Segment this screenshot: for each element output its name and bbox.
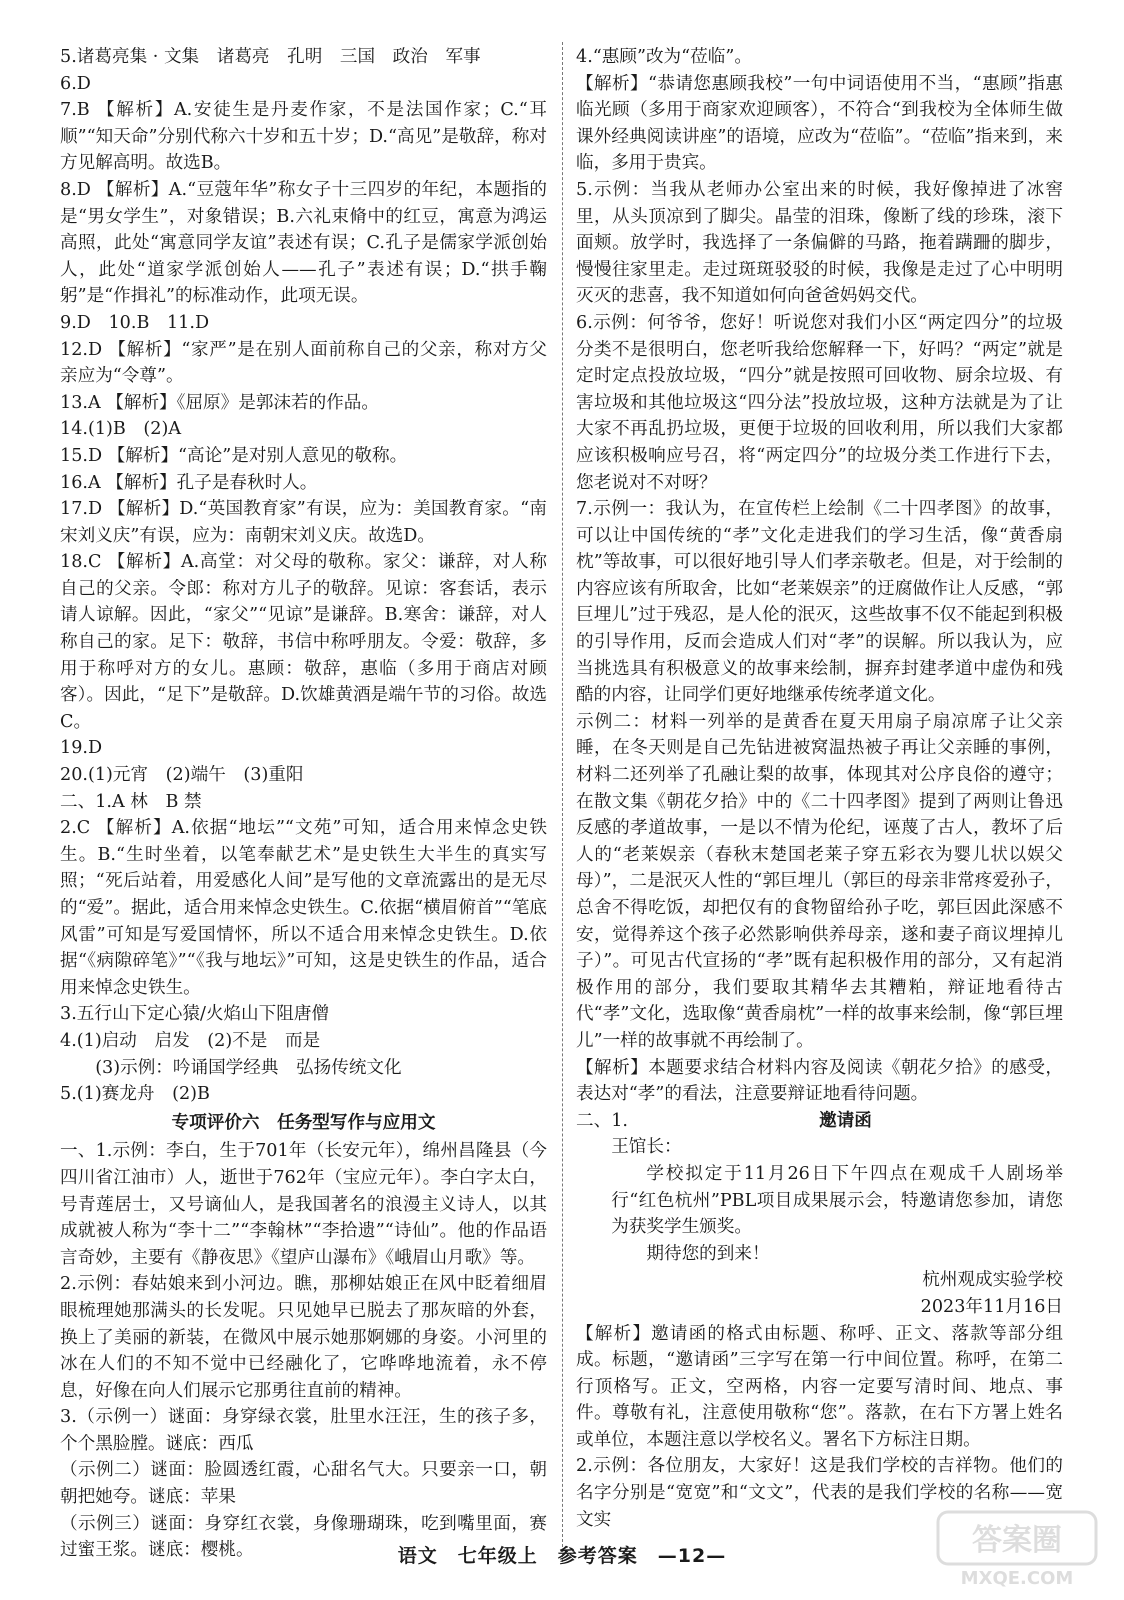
column-divider bbox=[562, 42, 563, 1562]
watermark-logo bbox=[936, 1510, 1098, 1590]
letter-date: 2023年11月16日 bbox=[920, 1296, 1063, 1317]
letter-title: 邀请函 bbox=[819, 1109, 872, 1131]
answer-item: 【解析】邀请函的格式由标题、称呼、正文、落款等部分组成。标题，“邀请函”三字写在第一行中间位置。称呼，在第二行顶格写。正文，空两格，内容一定要写清时间、地点、事件。尊敬有礼，注意使用敬称“您”。落款，在右下方署上姓名或单位，本题注意以学校名义。署名下方标注日期。 bbox=[576, 1323, 1063, 1450]
answer-item: （示例三）谜面：身穿红衣裳，身像珊瑚珠，吃到嘴里面，赛过蜜王浆。谜底：樱桃。 bbox=[60, 1513, 547, 1561]
answer-item: 2.示例：各位朋友，大家好！这是我们学校的吉祥物。他们的名字分别是“宽宽”和“文文”，代表的是我们学校的名称——宽文实 bbox=[576, 1456, 1063, 1530]
answer-item: 5.(1)赛龙舟 (2)B bbox=[60, 1084, 210, 1105]
answer-item: 示例二：材料一列举的是黄香在夏天用扇子扇凉席子让父亲睡，在冬天则是自己先钻进被窝温热被子再让父亲睡的事例，材料二还列举了孔融让梨的故事，体现其对公序良俗的遵守；在散文集《朝花夕拾》中的《二十四孝图》提到了两则让鲁迅反感的孝道故事，一是以不情为伦纪，诬蔑了古人，教坏了后人的“老莱娱亲（春秋末楚国老莱子穿五彩衣为婴儿状以娱父母）”，二是泯灭人性的“郭巨埋儿（郭巨的母亲非常疼爱孙子，总舍不得吃饭，却把仅有的食物留给孙子吃，郭巨因此深感不安，觉得养这个孩子必然影响供养母亲，遂和妻子商议埋掉儿子）”。可见古代宣扬的“孝”既有起积极作用的部分，又有起消极作用的部分，我们要取其精华去其糟粕，辩证地看待古代“孝”文化，选取像“黄香扇枕”一样的故事来绘制，像“郭巨埋儿”一样的故事就不再绘制了。 bbox=[576, 711, 1063, 1051]
answer-item: 3.五行山下定心猿/火焰山下阻唐僧 bbox=[60, 1004, 330, 1025]
letter-body: 学校拟定于11月26日下午四点在观成千人剧场举行“红色杭州”PBL项目成果展示会，特邀请您参加，请您为获奖学生颁奖。 bbox=[611, 1163, 1063, 1238]
letter-heading bbox=[576, 1108, 1063, 1135]
svg-text:答案圈: 答案圈 bbox=[972, 1523, 1062, 1558]
answer-item: 9.D 10.B 11.D bbox=[60, 312, 210, 333]
svg-text:MXQE.COM: MXQE.COM bbox=[960, 1568, 1074, 1589]
answer-item: 15.D 【解析】“高论”是对别人意见的敬称。 bbox=[60, 445, 408, 466]
answer-item: 7.B 【解析】A.安徒生是丹麦作家，不是法国作家；C.“耳顺”“知天命”分别代称六十岁和五十岁；D.“高见”是敬辞，称对方见解高明。故选B。 bbox=[60, 100, 547, 174]
answer-item: 8.D 【解析】A.“豆蔻年华”称女子十三四岁的年纪，本题指的是“男女学生”，对象错误；B.六礼束脩中的红豆，寓意为鸿运高照，此处“寓意同学友谊”表述有误；C.孔子是儒家学派创始人，此处“道家学派创始人——孔子”表述有误；D.“拱手鞠躬”是“作揖礼”的标准动作，此项无误。 bbox=[60, 179, 547, 307]
answer-item: 【解析】本题要求结合材料内容及阅读《朝花夕拾》的感受，表达对“孝”的看法，注意要辩证地看待问题。 bbox=[576, 1057, 1063, 1105]
answer-item: 16.A 【解析】孔子是春秋时人。 bbox=[60, 472, 318, 493]
answer-item: 5.示例：当我从老师办公室出来的时候，我好像掉进了冰窖里，从头顶凉到了脚尖。晶莹的泪珠，像断了线的珍珠，滚下面颊。放学时，我选择了一条偏僻的马路，拖着蹒跚的脚步，慢慢往家里走。走过斑斑驳驳的时候，我像是走过了心中明明灭灭的悲喜，我不知道如何向爸爸妈妈交代。 bbox=[576, 179, 1063, 307]
answer-item: 12.D 【解析】“家严”是在别人面前称自己的父亲，称对方父亲应为“令尊”。 bbox=[60, 339, 547, 387]
answer-item: 13.A 【解析】《屈原》是郭沫若的作品。 bbox=[60, 392, 379, 413]
answer-item: 6.示例：何爷爷，您好！听说您对我们小区“两定四分”的垃圾分类不是很明白，您老听我给您解释一下，好吗？“两定”就是定时定点投放垃圾，“四分”就是按照可回收物、厨余垃圾、有害垃圾和其他垃圾这“四分法”投放垃圾，这种方法就是为了让大家不再乱扔垃圾，更便于垃圾的回收利用，所以我们大家都应该积极响应号召，将“两定四分”的垃圾分类工作进行下去，您老说对不对呀？ bbox=[576, 312, 1063, 493]
answer-item: 2.示例：春姑娘来到小河边。瞧，那柳姑娘正在风中眨着细眉眼梳理她那满头的长发呢。只见她早已脱去了那灰暗的外套，换上了美丽的新装，在微风中展示她那婀娜的身姿。小河里的冰在人们的不知不觉中已经融化了，它哗哗地流着，永不停息，好像在向人们展示它那勇往直前的精神。 bbox=[60, 1274, 547, 1401]
answer-item: （示例二）谜面：脸圆透红霞，心甜名气大。只要亲一口，朝朝把她夸。谜底：苹果 bbox=[60, 1460, 547, 1508]
section-title: 专项评价六 任务型写作与应用文 bbox=[171, 1111, 436, 1133]
answer-item: 18.C 【解析】A.高堂：对父母的敬称。家父：谦辞，对人称自己的父亲。令郎：称对方儿子的敬辞。见谅：客套话，表示请人谅解。因此，“家父”“见谅”是谦辞。B.寒舍：谦辞，对人称自己的家。足下：敬辞，书信中称呼朋友。令爱：敬辞，多用于称呼对方的女儿。惠顾：敬辞，惠临（多用于商店对顾客）。因此，“足下”是敬辞。D.饮雄黄酒是端午节的习俗。故选C。 bbox=[60, 552, 547, 732]
answer-item: 一、1.示例：李白，生于701年（长安元年），绵州昌隆县（今四川省江油市）人，逝世于762年（宝应元年）。李白字太白，号青莲居士，又号谪仙人，是我国著名的浪漫主义诗人，以其成就被人称为“李十二”“李翰林”“李拾遗”“诗仙”。他的作品语言奇妙，主要有《静夜思》《望庐山瀑布》《峨眉山月歌》等。 bbox=[60, 1141, 547, 1268]
letter-salutation: 王馆长： bbox=[611, 1137, 682, 1158]
answer-item: 4.(1)启动 启发 (2)不是 而是 bbox=[60, 1030, 321, 1051]
answer-item: 20.(1)元宵 (2)端午 (3)重阳 bbox=[60, 765, 304, 786]
page-footer: 语文 七年级上 参考答案 —12— bbox=[397, 1545, 727, 1567]
answer-item: 5.诸葛亮集 · 文集 诸葛亮 孔明 三国 政治 军事 bbox=[60, 47, 481, 67]
letter-signer: 杭州观成实验学校 bbox=[922, 1270, 1063, 1291]
answer-item: 19.D bbox=[60, 738, 103, 759]
letter-lead: 二、1. bbox=[576, 1110, 628, 1131]
answer-item: 7.示例一：我认为，在宣传栏上绘制《二十四孝图》的故事，可以让中国传统的“孝”文化走进我们的学习生活，像“黄香扇枕”等故事，可以很好地引导人们孝亲敬老。但是，对于绘制的内容应该有所取舍，比如“老莱娱亲”的迂腐做作让人反感，“郭巨埋儿”过于残忍，是人伦的泯灭，这些故事不仅不能起到积极的引导作用，反而会造成人们对“孝”的误解。所以我认为，应当挑选具有积极意义的故事来绘制，摒弃封建孝道中虚伪和残酷的内容，让同学们更好地继承传统孝道文化。 bbox=[576, 499, 1063, 706]
answer-item: 3.（示例一）谜面：身穿绿衣裳，肚里水汪汪，生的孩子多，个个黑脸膛。谜底：西瓜 bbox=[60, 1407, 547, 1454]
left-column bbox=[60, 44, 547, 1564]
right-column bbox=[576, 44, 1063, 1533]
answer-item: 【解析】“恭请您惠顾我校”一句中词语使用不当，“惠顾”指惠临光顾（多用于商家欢迎顾客），不符合“到我校为全体师生做课外经典阅读讲座”的语境，应改为“莅临”。“莅临”指来到，来临，多用于贵宾。 bbox=[576, 73, 1063, 174]
answer-item: 14.(1)B (2)A bbox=[60, 419, 182, 440]
answer-item: 二、1.A 林 B 禁 bbox=[60, 791, 202, 812]
letter-closing: 期待您的到来！ bbox=[646, 1243, 770, 1264]
answer-item: (3)示例：吟诵国学经典 弘扬传统文化 bbox=[95, 1057, 402, 1078]
answer-item: 17.D 【解析】D.“英国教育家”有误，应为：美国教育家。“南宋刘义庆”有误，应为：南朝宋刘义庆。故选D。 bbox=[60, 499, 547, 546]
answer-item: 2.C 【解析】A.依据“地坛”“文苑”可知，适合用来悼念史铁生。B.“生时坐着，以笔奉献艺术”是史铁生大半生的真实写照；“死后站着，用爱感化人间”是写他的文章流露出的是无尽的“爱”。据此，适合用来悼念史铁生。C.依据“横眉俯首”“笔底风雷”可知是写爱国情怀，所以不适合用来悼念史铁生。D.依据“《病隙碎笔》”“《我与地坛》”可知，这是史铁生的作品，适合用来悼念史铁生。 bbox=[60, 818, 547, 998]
answer-item: 6.D bbox=[60, 73, 91, 94]
answer-item: 4.“惠顾”改为“莅临”。 bbox=[576, 47, 752, 67]
